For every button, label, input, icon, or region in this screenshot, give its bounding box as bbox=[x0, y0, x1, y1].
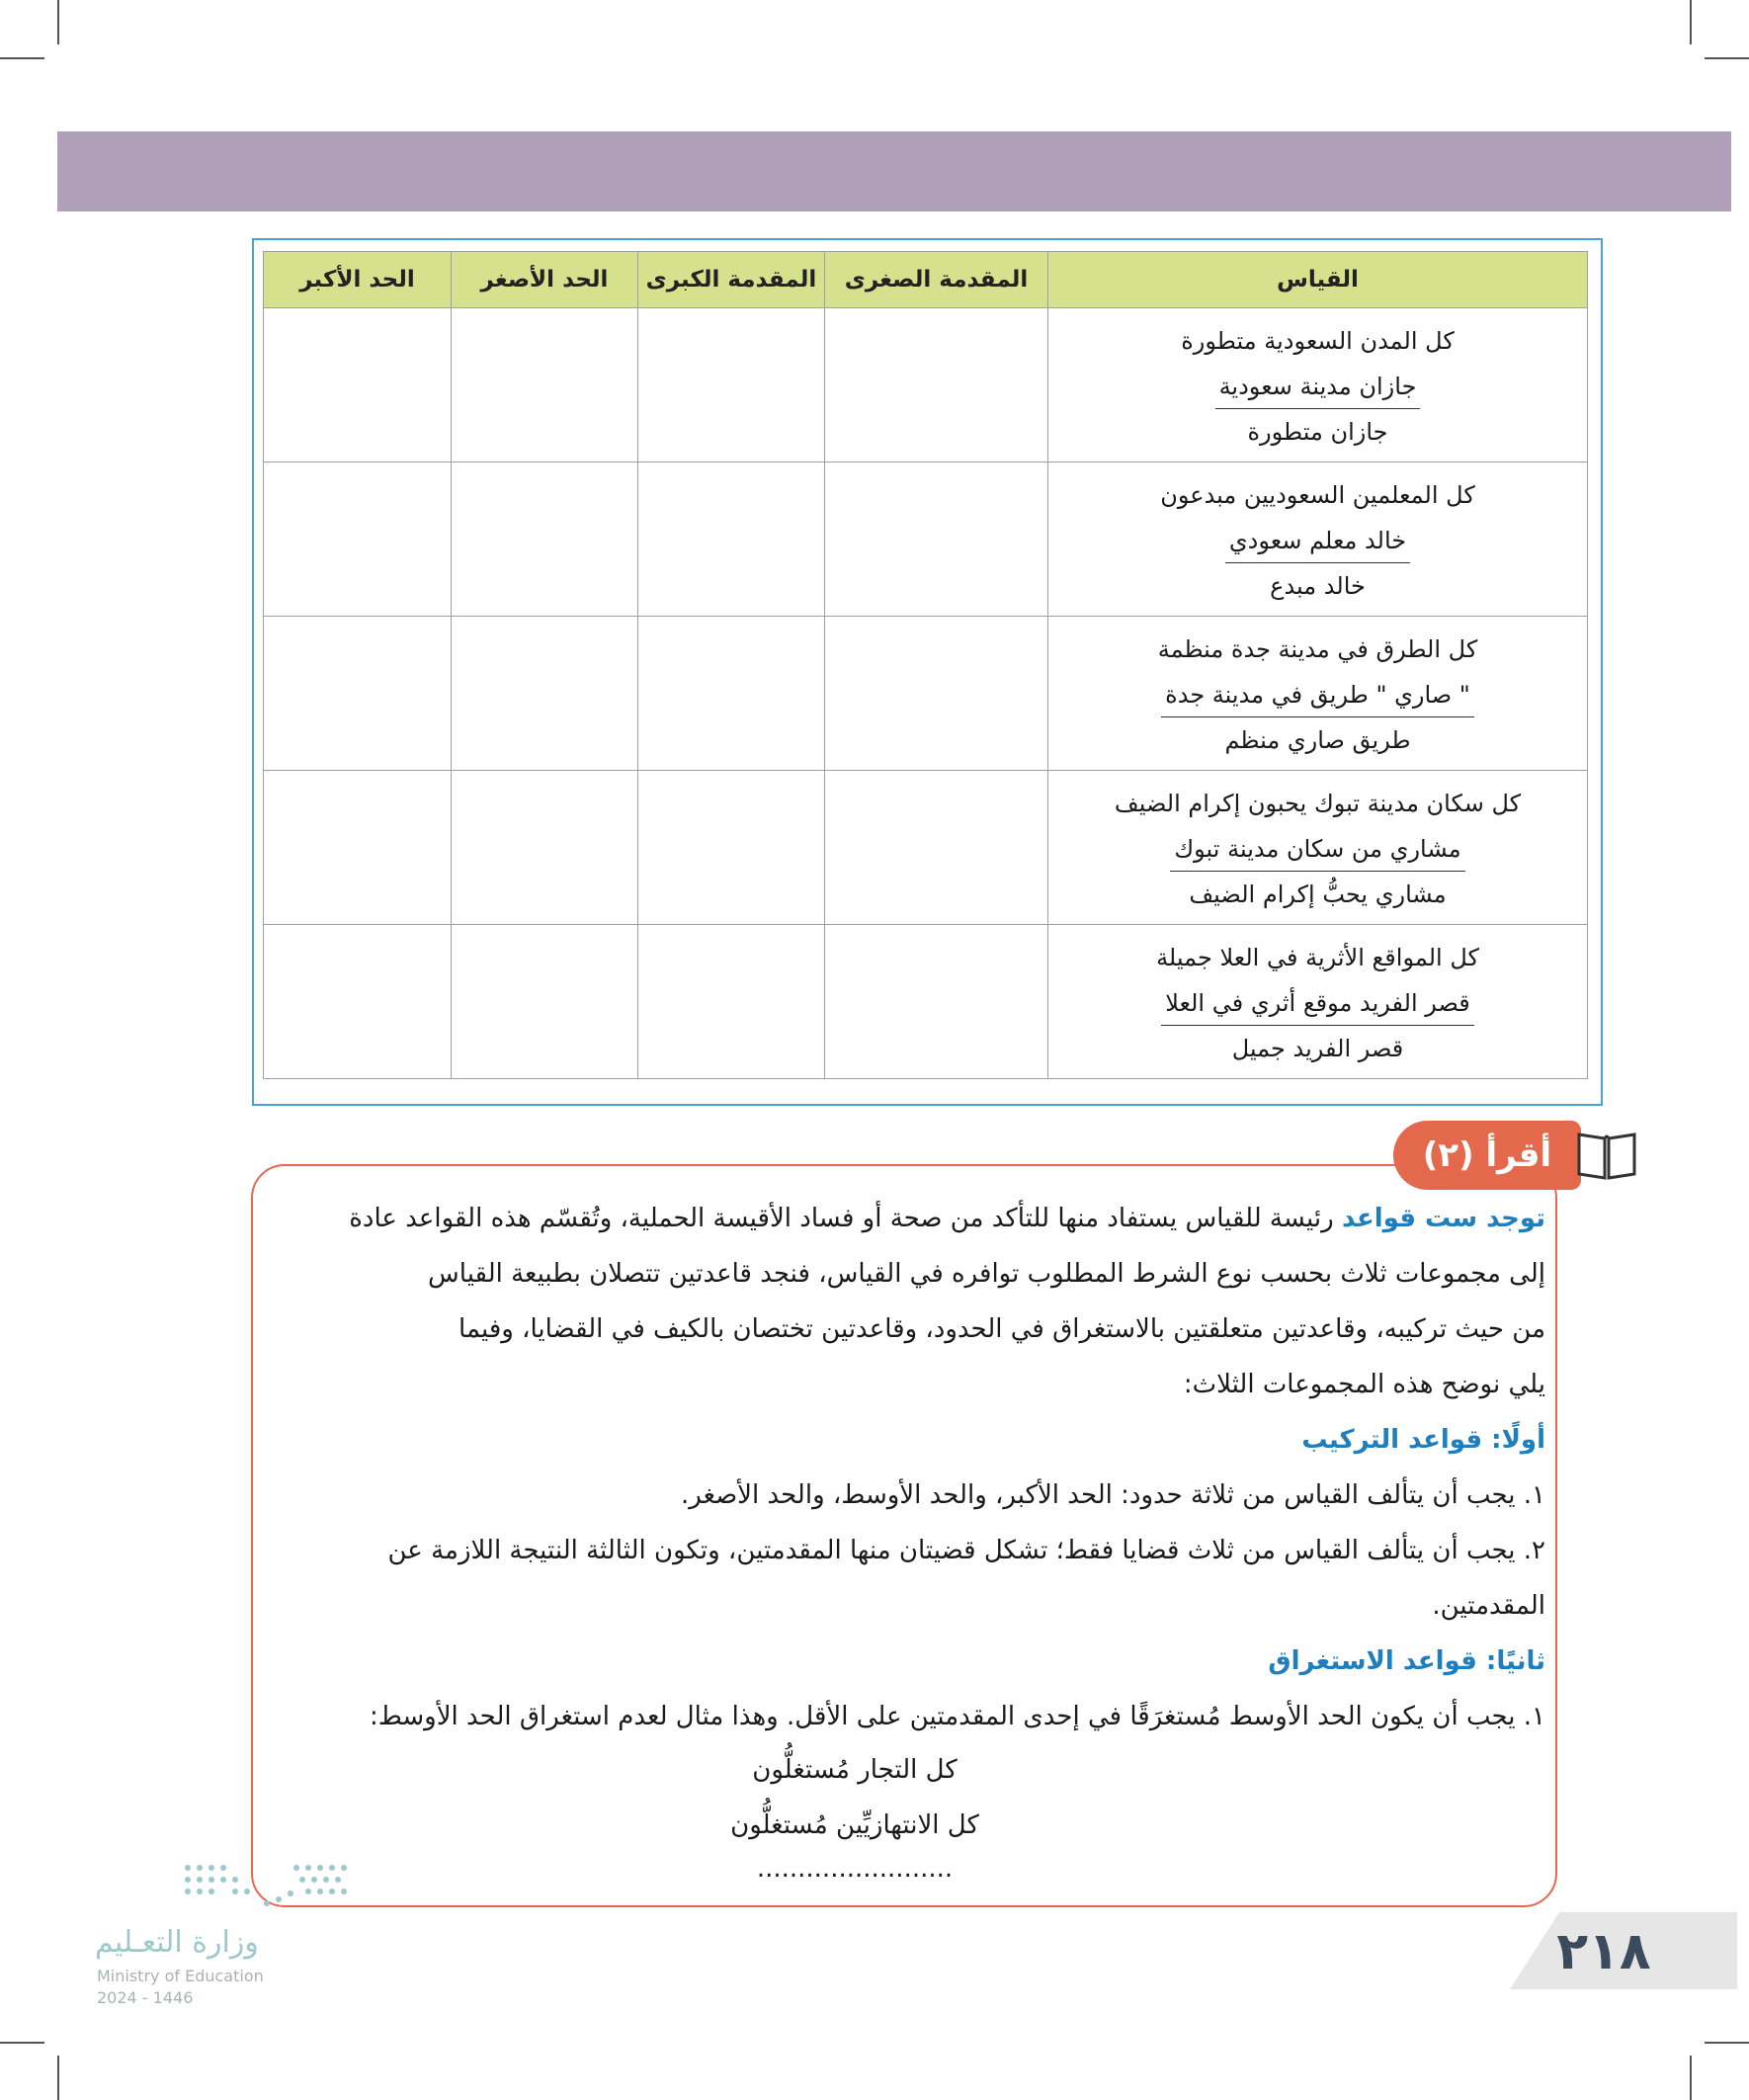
syllogism-cell bbox=[1048, 308, 1588, 462]
open-book-icon bbox=[1575, 1127, 1638, 1182]
conclusion-text: طريق صاري منظم bbox=[1224, 726, 1411, 754]
answer-cell[interactable] bbox=[825, 617, 1048, 771]
ministry-name-english: Ministry of Education bbox=[97, 1967, 264, 1985]
minor-premise-text: جازان مدينة سعودية bbox=[1215, 365, 1421, 409]
second-heading: ثانيًا: قواعد الاستغراق bbox=[1268, 1646, 1545, 1676]
example-line-1: كل التجار مُستغلُّون bbox=[752, 1755, 958, 1785]
major-premise-text: كل الطرق في مدينة جدة منظمة bbox=[1157, 635, 1478, 663]
answer-cell[interactable] bbox=[638, 617, 825, 771]
answer-cell[interactable] bbox=[638, 771, 825, 925]
major-premise-text: كل المواقع الأثرية في العلا جميلة bbox=[1156, 944, 1479, 971]
conclusion-text: مشاري يحبُّ إكرام الضيف bbox=[1189, 881, 1447, 908]
answer-cell[interactable] bbox=[264, 308, 452, 462]
intro-line-1 bbox=[349, 1204, 1545, 1233]
minor-premise-text: مشاري من سكان مدينة تبوك bbox=[1170, 827, 1464, 872]
major-premise-text: كل سكان مدينة تبوك يحبون إكرام الضيف bbox=[1114, 790, 1522, 817]
crop-mark bbox=[0, 57, 44, 59]
example-line-3: ........................ bbox=[756, 1854, 954, 1884]
example-line-2: كل الانتهازيِّين مُستغلُّون bbox=[730, 1810, 979, 1840]
crop-mark bbox=[1705, 2042, 1749, 2044]
minor-premise-text: خالد معلم سعودي bbox=[1225, 519, 1410, 563]
answer-cell[interactable] bbox=[825, 771, 1048, 925]
table-row bbox=[264, 308, 1588, 462]
header-major-term: الحد الأكبر bbox=[264, 252, 452, 308]
crop-mark bbox=[1690, 0, 1692, 44]
table-row bbox=[264, 771, 1588, 925]
page-number: ٢١٨ bbox=[1556, 1922, 1651, 1981]
answer-cell[interactable] bbox=[825, 308, 1048, 462]
conclusion-text: خالد مبدع bbox=[1270, 572, 1366, 600]
minor-premise-text: قصر الفريد موقع أثري في العلا bbox=[1161, 981, 1474, 1026]
table-header-row bbox=[264, 252, 1588, 308]
answer-cell[interactable] bbox=[264, 617, 452, 771]
answer-cell[interactable] bbox=[638, 462, 825, 617]
answer-cell[interactable] bbox=[264, 925, 452, 1079]
major-premise-text: كل المعلمين السعوديين مبدعون bbox=[1160, 481, 1475, 509]
ministry-year: 2024 - 1446 bbox=[97, 1988, 194, 2007]
header-minor-term: الحد الأصغر bbox=[452, 252, 638, 308]
syllogism-cell bbox=[1048, 925, 1588, 1079]
intro-line-1-text: رئيسة للقياس يستفاد منها للتأكد من صحة أو فساد الأقيسة الحملية، وتُقسّم هذه القواعد عادة bbox=[349, 1204, 1342, 1233]
rule-1: ١. يجب أن يتألف القياس من ثلاثة حدود: الحد الأكبر، والحد الأوسط، والحد الأصغر. bbox=[680, 1480, 1545, 1510]
answer-cell[interactable] bbox=[825, 462, 1048, 617]
intro-line-3: من حيث تركيبه، وقاعدتين متعلقتين بالاستغراق في الحدود، وقاعدتين تختصان بالكيف في القضايا، وفيما bbox=[458, 1314, 1545, 1344]
syllogism-cell bbox=[1048, 462, 1588, 617]
syllogism-table bbox=[263, 251, 1588, 1079]
header-band bbox=[57, 131, 1731, 211]
answer-cell[interactable] bbox=[452, 617, 638, 771]
intro-line-2: إلى مجموعات ثلاث بحسب نوع الشرط المطلوب توافره في القياس، فنجد قاعدتين تتصلان بطبيعة القياس bbox=[428, 1259, 1545, 1289]
answer-cell[interactable] bbox=[452, 771, 638, 925]
crop-mark bbox=[0, 2042, 44, 2044]
answer-cell[interactable] bbox=[264, 771, 452, 925]
header-minor-premise: المقدمة الصغرى bbox=[825, 252, 1048, 308]
syllogism-cell bbox=[1048, 771, 1588, 925]
intro-highlight: توجد ست قواعد bbox=[1341, 1204, 1545, 1233]
header-syllogism: القياس bbox=[1048, 252, 1588, 308]
table-row bbox=[264, 617, 1588, 771]
minor-premise-text: " صاري " طريق في مدينة جدة bbox=[1161, 673, 1474, 717]
answer-cell[interactable] bbox=[452, 925, 638, 1079]
ministry-logo-icon bbox=[178, 1860, 356, 1915]
crop-mark bbox=[57, 0, 59, 44]
first-heading: أولًا: قواعد التركيب bbox=[1301, 1425, 1545, 1455]
answer-cell[interactable] bbox=[452, 462, 638, 617]
syllogism-cell bbox=[1048, 617, 1588, 771]
table-row bbox=[264, 925, 1588, 1079]
ministry-name-arabic: وزارة التعـليم bbox=[95, 1925, 259, 1960]
major-premise-text: كل المدن السعودية متطورة bbox=[1181, 327, 1455, 355]
rule-2-line-2: المقدمتين. bbox=[1432, 1591, 1545, 1621]
conclusion-text: جازان متطورة bbox=[1247, 418, 1388, 446]
answer-cell[interactable] bbox=[638, 308, 825, 462]
rule-2-line-1: ٢. يجب أن يتألف القياس من ثلاث قضايا فقط؛ تشكل قضيتان منها المقدمتين، وتكون الثالثة النتيجة اللازمة عن bbox=[387, 1536, 1545, 1565]
header-major-premise: المقدمة الكبرى bbox=[638, 252, 825, 308]
answer-cell[interactable] bbox=[264, 462, 452, 617]
read-section-tab: أقرأ (٢) bbox=[1393, 1121, 1581, 1190]
conclusion-text: قصر الفريد جميل bbox=[1231, 1035, 1404, 1062]
table-row bbox=[264, 462, 1588, 617]
crop-mark bbox=[1690, 2056, 1692, 2100]
intro-line-4: يلي نوضح هذه المجموعات الثلاث: bbox=[1183, 1370, 1545, 1399]
rule-3: ١. يجب أن يكون الحد الأوسط مُستغرَقًا في إحدى المقدمتين على الأقل. وهذا مثال لعدم استغراق الحد الأوسط: bbox=[369, 1702, 1545, 1731]
answer-cell[interactable] bbox=[452, 308, 638, 462]
crop-mark bbox=[57, 2056, 59, 2100]
answer-cell[interactable] bbox=[825, 925, 1048, 1079]
answer-cell[interactable] bbox=[638, 925, 825, 1079]
crop-mark bbox=[1705, 57, 1749, 59]
